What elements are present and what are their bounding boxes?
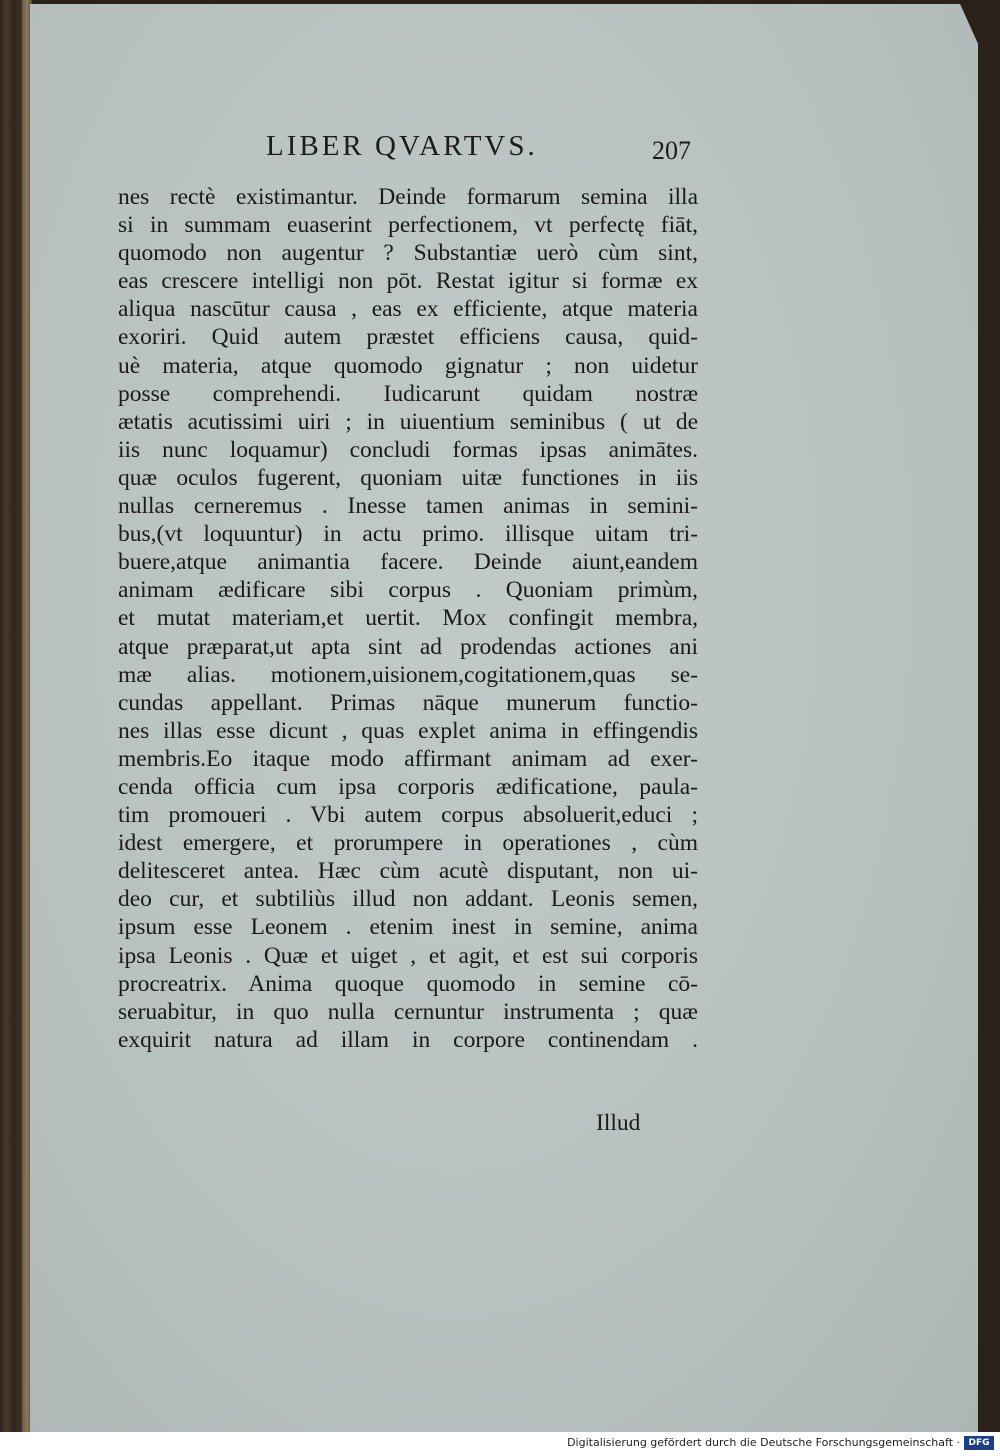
text-line: exoriri. Quid autem præstet efficiens causa, quid- [118,324,698,351]
catchword: Illud [596,1110,641,1136]
text-line: idest emergere, et prorumpere in operationes , cùm [118,830,698,857]
text-line: et mutat materiam,et uertit. Mox confingit membra, [118,605,698,632]
running-head: LIBER QVARTVS. [266,130,538,162]
text-line: eas crescere intelligi non pōt. Restat igitur si formæ ex [118,268,698,295]
text-line: membris.Eo itaque modo affirmant animam ad exer- [118,745,698,772]
text-line: cenda officia cum ipsa corporis ædificatione, paula- [118,773,698,800]
text-line: uè materia, atque quomodo gignatur ; non uidetur [118,352,698,379]
text-line: ætatis acutissimi uiri ; in uiuentium seminibus ( ut de [118,408,698,435]
text-line: cundas appellant. Primas nāque munerum functio- [118,689,698,716]
text-line: quomodo non augentur ? Substantiæ uerò cùm sint, [118,240,698,267]
text-line: aliqua nascūtur causa , eas ex efficiente, atque materia [118,296,698,323]
text-line: si in summam euaserint perfectionem, vt perfectę fiāt, [118,212,698,239]
text-line: delitesceret antea. Hæc cùm acutè disputant, non ui- [118,858,698,885]
text-line: buere,atque animantia facere. Deinde aiunt,eandem [118,549,698,576]
text-line: animam ædificare sibi corpus . Quoniam primùm, [118,577,698,604]
text-line: nes rectè existimantur. Deinde formarum semina illa [118,184,698,210]
text-line: nullas cerneremus . Inesse tamen animas in semini- [118,493,698,520]
text-line: quæ oculos fugerent, quoniam uitæ functiones in iis [118,464,698,491]
text-line: ipsum esse Leonem . etenim inest in semine, anima [118,914,698,941]
text-line: deo cur, et subtiliùs illud non addant. Leonis semen, [118,886,698,913]
text-line: seruabitur, in quo nulla cernuntur instrumenta ; quæ [118,998,698,1025]
text-line: procreatrix. Anima quoque quomodo in semine cō- [118,970,698,997]
page-number: 207 [652,136,691,165]
dfg-logo: DFG [964,1436,994,1450]
text-line: exquirit natura ad illam in corpore continendam . [118,1026,698,1053]
text-line: atque præparat,ut apta sint ad prodendas actiones ani [118,633,698,660]
text-line: ipsa Leonis . Quæ et uiget , et agit, et est sui corporis [118,942,698,969]
text-line: iis nunc loquamur) concludi formas ipsas animātes. [118,436,698,463]
text-line: mæ alias. motionem,uisionem,cogitationem,quas se- [118,661,698,688]
text-line: nes illas esse dicunt , quas explet anima in effingendis [118,717,698,744]
footer-credit: Digitalisierung gefördert durch die Deutsche Forschungsgemeinschaft · [567,1436,960,1449]
body-text [118,183,698,1054]
text-line: posse comprehendi. Iudicarunt quidam nostræ [118,380,698,407]
text-line: tim promoueri . Vbi autem corpus absoluerit,educi ; [118,802,698,829]
text-line: bus,(vt loquuntur) in actu primo. illisque uitam tri- [118,521,698,548]
